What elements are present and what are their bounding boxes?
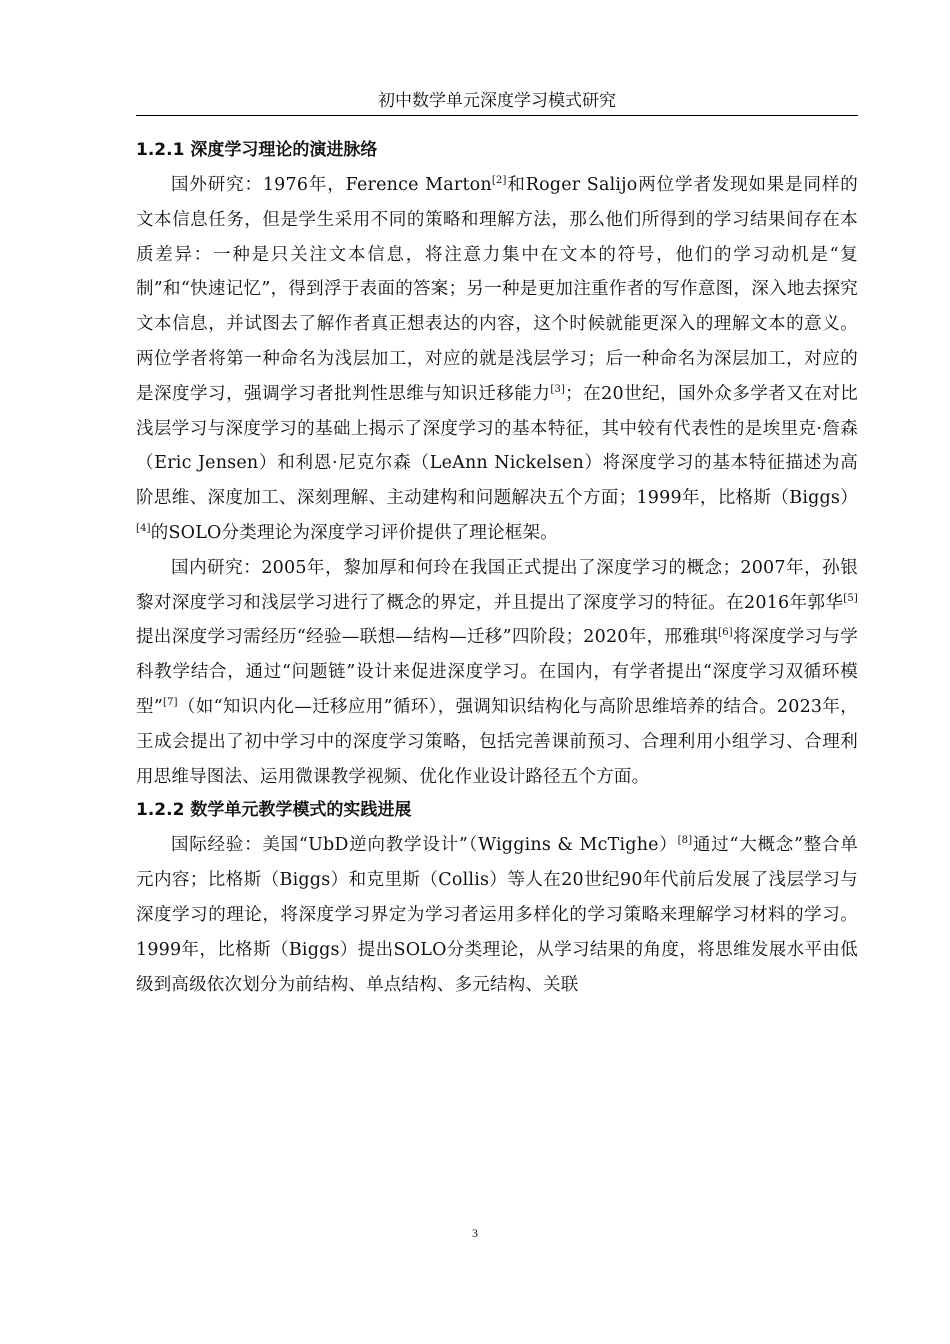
- running-header: 初中数学单元深度学习模式研究: [136, 88, 858, 116]
- body-paragraph: [136, 551, 858, 795]
- citation-reference: [2]: [491, 175, 507, 187]
- paragraph-text: 国际经验：美国“UbD逆向教学设计”（Wiggins & McTighe）: [171, 835, 678, 856]
- paragraph-text: 和Roger Salijo两位学者发现如果是同样的文本信息任务，但是学生采用不同的策略和理解方法，那么他们所得到的学习结果间存在本质差异：一种是只关注文本信息，将注意力集中在文本的符号，他们的学习动机是“复制”和“快速记忆”，得到浮于表面的答案；另一种是更加注重作者的写作意图，深入地去探究文本信息，并试图去了解作者真正想表达的内容，这个时候就能更深入的理解文本的意义。两位学者将第一种命名为浅层加工，对应的就是浅层学习；后一种命名为深层加工，对应的是深度学习，强调学习者批判性思维与知识迁移能力: [136, 175, 858, 404]
- citation-reference: [6]: [718, 627, 733, 639]
- paragraph-text: 国内研究：2005年，黎加厚和何玲在我国正式提出了深度学习的概念；2007年，孙银黎对深度学习和浅层学习进行了概念的界定，并且提出了深度学习的特征。在2016年郭华: [136, 557, 858, 613]
- citation-reference: [7]: [163, 697, 178, 709]
- paragraph-text: 将深度学习与学科教学结合，通过“问题链”设计来促进深度学习。在国内，有学者提出“深度学习双循环模型”: [136, 627, 858, 717]
- paragraph-text: ；在20世纪，国外众多学者又在对比浅层学习与深度学习的基础上揭示了深度学习的基本特征，其中较有代表性的是埃里克·詹森（Eric Jensen）和利恩·尼克尔森（LeAnn Nickelsen）将深度学习的基本特征描述为高阶思维、深度加工、深刻理解、主动建构和问题解决五个方面；1999年，比格斯（Biggs）: [136, 383, 858, 509]
- citation-reference: [4]: [136, 523, 151, 535]
- citation-reference: [8]: [677, 835, 693, 847]
- paragraph-text: 通过“大概念”整合单元内容；比格斯（Biggs）和克里斯（Collis）等人在20世纪90年代前后发展了浅层学习与深度学习的理论，将深度学习界定为学习者运用多样化的学习策略来理解学习材料的学习。1999年，比格斯（Biggs）提出SOLO分类理论，从学习结果的角度，将思维发展水平由低级到高级依次划分为前结构、单点结构、多元结构、关联: [136, 835, 858, 995]
- paragraph-text: （如“知识内化—迁移应用”循环），强调知识结构化与高阶思维培养的结合。2023年，王成会提出了初中学习中的深度学习策略，包括完善课前预习、合理利用小组学习、合理利用思维导图法、运用微课教学视频、优化作业设计路径五个方面。: [136, 696, 858, 787]
- section-heading: 1.2.1 深度学习理论的演进脉络: [136, 140, 378, 160]
- citation-reference: [3]: [550, 383, 566, 395]
- paragraph-text: 国外研究：1976年，Ference Marton: [171, 175, 492, 195]
- section-heading: 1.2.2 数学单元教学模式的实践进展: [136, 800, 412, 821]
- page-number: 3: [472, 1226, 478, 1240]
- body-paragraph: [136, 828, 858, 1002]
- body-paragraph: [136, 168, 858, 551]
- paragraph-text: 提出深度学习需经历“经验—联想—结构—迁移”四阶段；2020年，邢雅琪: [136, 627, 719, 648]
- document-body: [136, 134, 858, 1002]
- paragraph-text: 的SOLO分类理论为深度学习评价提供了理论框架。: [150, 522, 558, 543]
- citation-reference: [5]: [843, 592, 858, 604]
